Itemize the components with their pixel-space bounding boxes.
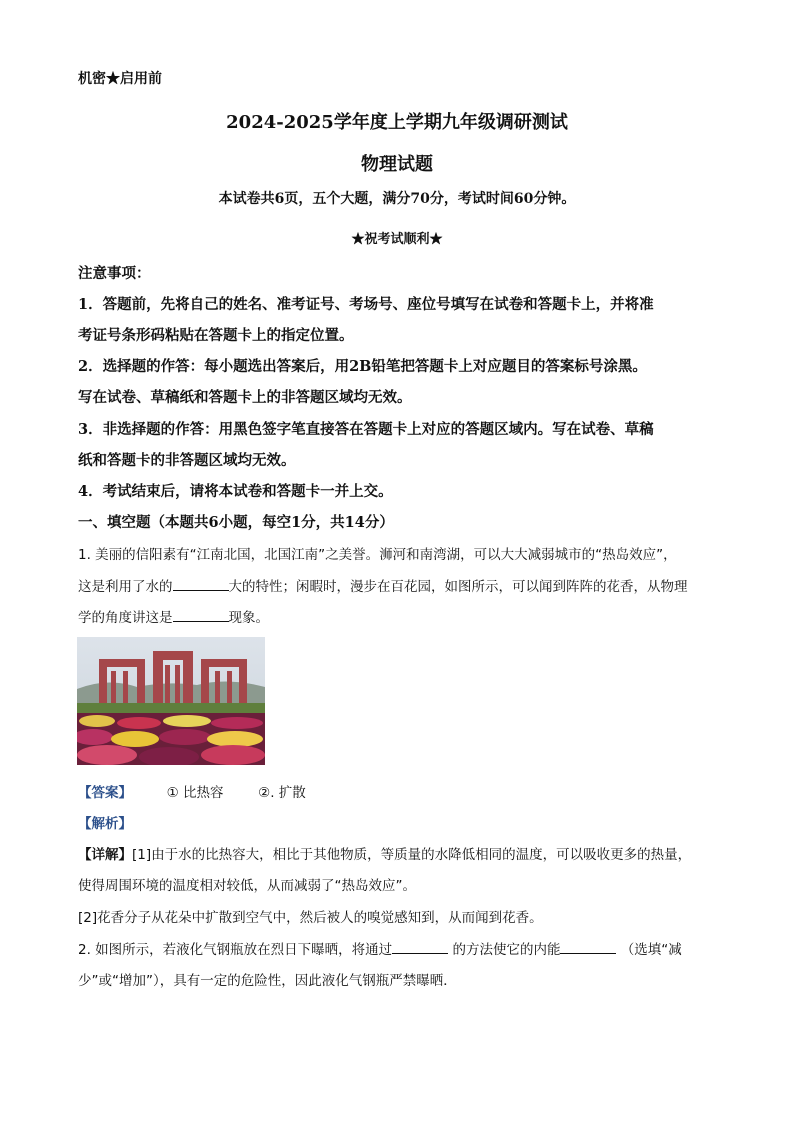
- subject-title: 物理试题: [361, 154, 433, 175]
- confidential-label: 机密★启用前: [78, 71, 162, 87]
- note-line: 3．非选择题的作答：用黑色签字笔直接答在答题卡上对应的答题区域内。写在试卷、草稿: [78, 421, 654, 438]
- q2-line: [78, 938, 682, 958]
- answer-blank: [560, 941, 616, 954]
- exam-info: 本试卷共6页，五个大题，满分70分，考试时间60分钟。: [218, 191, 576, 207]
- answer-blank: [173, 609, 229, 622]
- analysis-tag: 【解析】: [78, 816, 132, 832]
- q1-text: 现象。: [228, 610, 269, 626]
- q2-text: 的方法使它的内能: [448, 942, 561, 958]
- q1-line: 1. 美丽的信阳素有“江南北国，北国江南”之美誉。浉河和南湾湖，可以大大减弱城市的“热岛效应”，: [78, 547, 677, 563]
- exam-title: 2024-2025学年度上学期九年级调研测试: [226, 112, 568, 133]
- note-line: 写在试卷、草稿纸和答题卡上的非答题区域均无效。: [78, 389, 412, 406]
- flower-garden-photo: [77, 637, 265, 765]
- note-line: 1．答题前，先将自己的姓名、准考证号、考场号、座位号填写在试卷和答题卡上，并将准: [78, 296, 654, 313]
- answer-2: ②. 扩散: [258, 785, 306, 801]
- note-line: 4．考试结束后，请将本试卷和答题卡一并上交。: [78, 483, 393, 500]
- q1-text: 大的特性；闲暇时，漫步在百花园，如图所示，可以闻到阵阵的花香，从物理: [228, 579, 688, 595]
- q1-text: 学的角度讲这是: [78, 610, 173, 626]
- analysis-row: [78, 812, 132, 832]
- q2-text: 2. 如图所示，若液化气钢瓶放在烈日下曝晒，将通过: [78, 942, 393, 958]
- notes-heading: 注意事项：: [78, 265, 151, 282]
- q1-text: 这是利用了水的: [78, 579, 173, 595]
- detail-text: [1]由于水的比热容大，相比于其他物质，等质量的水降低相同的温度，可以吸收更多的热量，: [132, 847, 692, 863]
- q2-line: 少”或“增加”），具有一定的危险性，因此液化气钢瓶严禁曝晒．: [78, 973, 457, 989]
- q1-answer-row: [78, 781, 306, 801]
- answer-tag: 【答案】: [78, 785, 132, 801]
- detail-tag: 【详解】: [78, 847, 132, 863]
- answer-blank: [392, 941, 448, 954]
- q1-line: [78, 575, 688, 595]
- good-luck-line: ★祝考试顺利★: [351, 232, 443, 247]
- q2-text: （选填“减: [616, 942, 682, 958]
- answer-blank: [173, 578, 229, 591]
- note-line: 纸和答题卡的非答题区域均无效。: [78, 452, 296, 469]
- note-line: 考证号条形码粘贴在答题卡上的指定位置。: [78, 327, 354, 344]
- answer-1: ① 比热容: [166, 785, 224, 801]
- detail-row: [78, 843, 691, 863]
- detail-line: [2]花香分子从花朵中扩散到空气中，然后被人的嗅觉感知到，从而闻到花香。: [78, 910, 543, 926]
- detail-line: 使得周围环境的温度相对较低，从而减弱了“热岛效应”。: [78, 878, 416, 894]
- q1-line: [78, 606, 269, 626]
- note-line: 2．选择题的作答：每小题选出答案后，用2B铅笔把答题卡上对应题目的答案标号涂黑。: [78, 358, 647, 375]
- section-heading: 一、填空题（本题共6小题，每空1分，共14分）: [78, 514, 394, 531]
